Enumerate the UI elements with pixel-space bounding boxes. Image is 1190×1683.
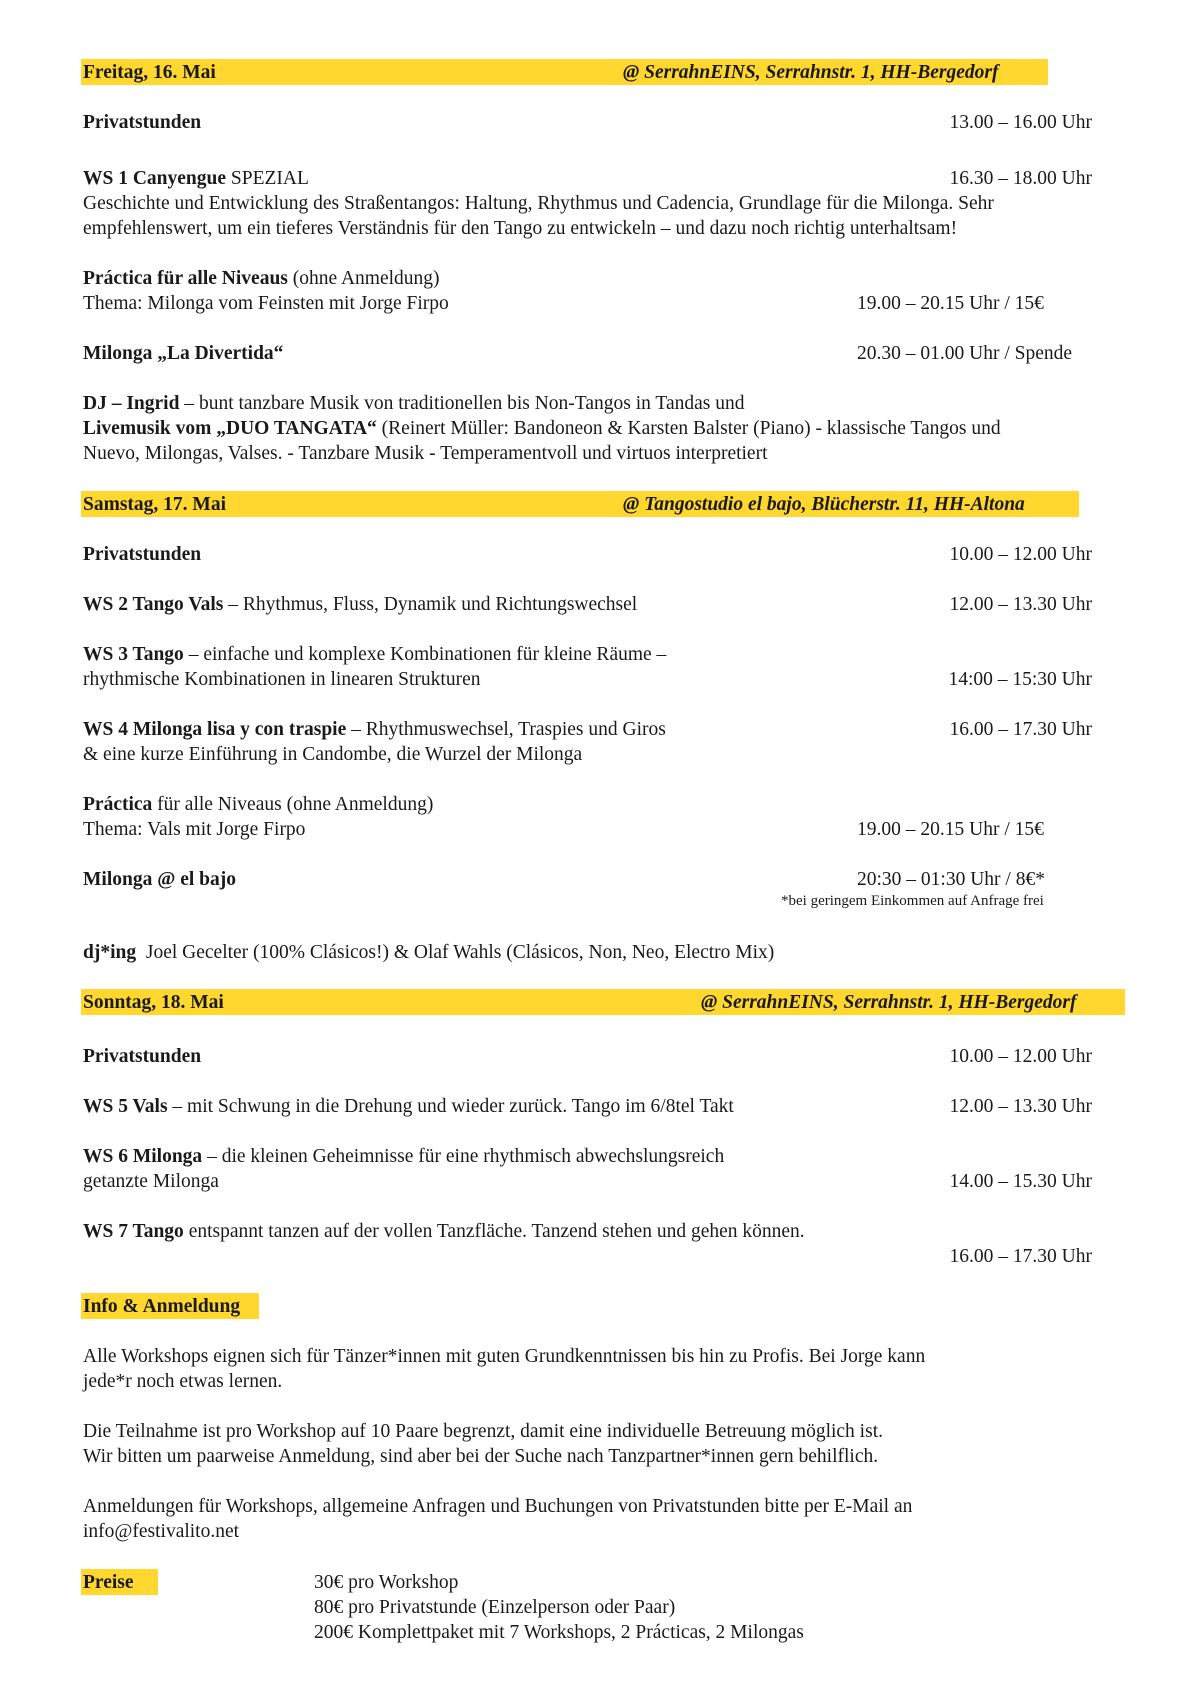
saturday-milonga-note: *bei geringem Einkommen auf Anfrage frei xyxy=(781,893,1044,909)
saturday-ws2-time: 12.00 – 13.30 Uhr xyxy=(949,594,1092,615)
sunday-ws6-rest: – die kleinen Geheimnisse für eine rhythmisch abwechslungsreich xyxy=(202,1146,725,1167)
saturday-practica-theme: Thema: Vals mit Jorge Firpo xyxy=(83,819,306,840)
saturday-ws4-line xyxy=(83,717,666,742)
saturday-ws4-rest: – Rhythmuswechsel, Traspies und Giros xyxy=(346,719,666,740)
sunday-private-time: 10.00 – 12.00 Uhr xyxy=(949,1046,1092,1067)
sunday-ws5-title: WS 5 Vals xyxy=(83,1096,168,1117)
saturday-private-title: Privatstunden xyxy=(83,544,202,565)
info-email-link[interactable]: info@festivalito.net xyxy=(83,1521,240,1542)
saturday-milonga-time: 20:30 – 01:30 Uhr / 8€* xyxy=(857,869,1045,890)
friday-milonga-time: 20.30 – 01.00 Uhr / Spende xyxy=(857,343,1073,364)
price-item: 30€ pro Workshop xyxy=(314,1572,459,1593)
saturday-practica-suffix: für alle Niveaus (ohne Anmeldung) xyxy=(152,794,434,815)
saturday-ws2-line xyxy=(83,592,637,617)
info-heading: Info & Anmeldung xyxy=(83,1296,241,1317)
friday-practica-title: Práctica für alle Niveaus xyxy=(83,268,288,289)
friday-practica-suffix: (ohne Anmeldung) xyxy=(287,268,440,289)
friday-live-title: Livemusik vom „DUO TANGATA“ xyxy=(83,418,377,439)
friday-ws1-desc-2: empfehlenswert, um ein tieferes Verständnis für den Tango zu entwickeln – und dazu noch richtig unterhaltsam! xyxy=(83,218,958,239)
info-paragraph-1-line-1: Alle Workshops eignen sich für Tänzer*innen mit guten Grundkenntnissen bis hin zu Profis. Bei Jorge kann xyxy=(83,1346,926,1367)
sunday-ws7-time: 16.00 – 17.30 Uhr xyxy=(949,1246,1092,1267)
friday-ws1-heading xyxy=(83,166,309,191)
saturday-ws2-rest: – Rhythmus, Fluss, Dynamik und Richtungswechsel xyxy=(223,594,638,615)
info-paragraph-2-line-1: Die Teilnahme ist pro Workshop auf 10 Paare begrenzt, damit eine individuelle Betreuung möglich ist. xyxy=(83,1421,883,1442)
friday-practica-time: 19.00 – 20.15 Uhr / 15€ xyxy=(857,293,1044,314)
saturday-dj-title: dj*ing xyxy=(83,942,137,963)
sunday-ws6-time: 14.00 – 15.30 Uhr xyxy=(949,1171,1092,1192)
saturday-ws3-title: WS 3 Tango xyxy=(83,644,184,665)
saturday-milonga-title: Milonga @ el bajo xyxy=(83,869,237,890)
friday-ws1-title: WS 1 Canyengue xyxy=(83,168,227,189)
saturday-practica-time: 19.00 – 20.15 Uhr / 15€ xyxy=(857,819,1044,840)
saturday-ws2-title: WS 2 Tango Vals xyxy=(83,594,224,615)
friday-live-rest: (Reinert Müller: Bandoneon & Karsten Balster (Piano) - klassische Tangos und xyxy=(376,418,1001,439)
info-paragraph-1-line-2: jede*r noch etwas lernen. xyxy=(83,1371,283,1392)
friday-private-title: Privatstunden xyxy=(83,112,202,133)
friday-dj-line xyxy=(83,391,744,416)
saturday-ws3-rest: – einfache und komplexe Kombinationen für kleine Räume – xyxy=(183,644,667,665)
friday-ws1-time: 16.30 – 18.00 Uhr xyxy=(949,168,1092,189)
sunday-ws5-time: 12.00 – 13.30 Uhr xyxy=(949,1096,1092,1117)
sunday-ws5-line xyxy=(83,1094,734,1119)
price-item: 200€ Komplettpaket mit 7 Workshops, 2 Prácticas, 2 Milongas xyxy=(314,1622,804,1643)
saturday-ws4-line-2: & eine kurze Einführung in Candombe, die Wurzel der Milonga xyxy=(83,744,583,765)
prices-heading: Preise xyxy=(83,1572,134,1593)
sunday-ws5-rest: – mit Schwung in die Drehung und wieder zurück. Tango im 6/8tel Takt xyxy=(167,1096,734,1117)
saturday-practica-heading xyxy=(83,792,433,817)
sunday-ws7-line xyxy=(83,1219,805,1244)
sunday-day: Sonntag, 18. Mai xyxy=(83,992,224,1013)
friday-practica-heading xyxy=(83,266,440,291)
sunday-ws7-rest: entspannt tanzen auf der vollen Tanzfläche. Tanzend stehen und gehen können. xyxy=(183,1221,805,1242)
sunday-private-title: Privatstunden xyxy=(83,1046,202,1067)
friday-ws1-suffix: SPEZIAL xyxy=(226,168,309,189)
friday-practica-theme: Thema: Milonga vom Feinsten mit Jorge Firpo xyxy=(83,293,449,314)
price-item: 80€ pro Privatstunde (Einzelperson oder Paar) xyxy=(314,1597,676,1618)
info-paragraph-2-line-2: Wir bitten um paarweise Anmeldung, sind aber bei der Suche nach Tanzpartner*innen gern behilflich. xyxy=(83,1446,879,1467)
friday-venue: @ SerrahnEINS, Serrahnstr. 1, HH-Bergedorf xyxy=(623,62,999,83)
saturday-dj-line xyxy=(83,940,774,965)
friday-ws1-desc-1: Geschichte und Entwicklung des Straßentangos: Haltung, Rhythmus und Cadencia, Grundlage für die Milonga. Sehr xyxy=(83,193,994,214)
saturday-ws3-line-2: rhythmische Kombinationen in linearen Strukturen xyxy=(83,669,481,690)
saturday-ws3-line xyxy=(83,642,666,667)
saturday-venue: @ Tangostudio el bajo, Blücherstr. 11, HH-Altona xyxy=(623,494,1025,515)
sunday-ws7-title: WS 7 Tango xyxy=(83,1221,184,1242)
saturday-day: Samstag, 17. Mai xyxy=(83,494,226,515)
sunday-venue: @ SerrahnEINS, Serrahnstr. 1, HH-Bergedorf xyxy=(701,992,1077,1013)
info-paragraph-3-line-1: Anmeldungen für Workshops, allgemeine Anfragen und Buchungen von Privatstunden bitte per E-Mail an xyxy=(83,1496,913,1517)
sunday-ws6-line-2: getanzte Milonga xyxy=(83,1171,219,1192)
saturday-practica-title: Práctica xyxy=(83,794,153,815)
friday-private-time: 13.00 – 16.00 Uhr xyxy=(949,112,1092,133)
saturday-ws4-title: WS 4 Milonga lisa y con traspie xyxy=(83,719,347,740)
sunday-ws6-line xyxy=(83,1144,724,1169)
saturday-private-time: 10.00 – 12.00 Uhr xyxy=(949,544,1092,565)
friday-live-line-3: Nuevo, Milongas, Valses. - Tanzbare Musik - Temperamentvoll und virtuos interpretiert xyxy=(83,443,768,464)
friday-day: Freitag, 16. Mai xyxy=(83,62,216,83)
sunday-ws6-title: WS 6 Milonga xyxy=(83,1146,203,1167)
friday-milonga-title: Milonga „La Divertida“ xyxy=(83,343,284,364)
friday-live-line xyxy=(83,416,1001,441)
friday-dj-rest: – bunt tanzbare Musik von traditionellen bis Non-Tangos in Tandas und xyxy=(179,393,745,414)
saturday-ws3-time: 14:00 – 15:30 Uhr xyxy=(948,669,1092,690)
saturday-ws4-time: 16.00 – 17.30 Uhr xyxy=(949,719,1092,740)
friday-dj-title: DJ – Ingrid xyxy=(83,393,180,414)
saturday-dj-rest: Joel Gecelter (100% Clásicos!) & Olaf Wahls (Clásicos, Non, Neo, Electro Mix) xyxy=(136,942,775,963)
